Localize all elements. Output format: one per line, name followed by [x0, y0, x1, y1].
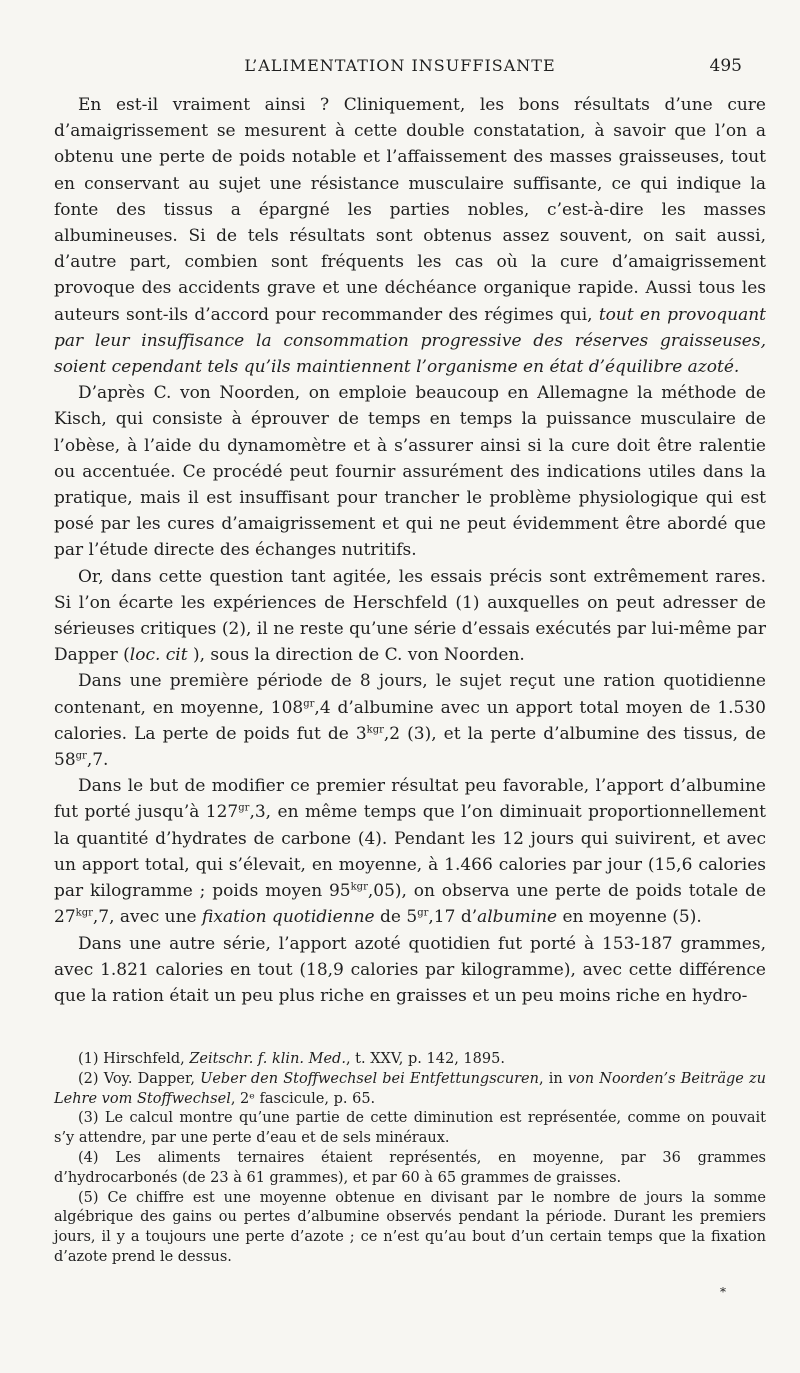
text-run: En est-il vraiment ainsi ? Cliniquement, les bons résultats d’une cure d’amaigrissement se mesurent à cette double constatation, à savoir que l’on a obtenu une perte de poids notable et l’affaissement des masses graisseuses, tout en conservant au sujet une résistance musculaire suffisante, ce qui indique la fonte des tissus a épargné les parties nobles, c’est-à-dire les masses albumineuses. Si de tels résultats sont obtenus assez souvent, on sait aussi, d’autre part, combien sont fréquents les cas où la cure d’amaigrissement provoque des accidents grave et une déchéance organique rapide. Aussi tous les auteurs sont-ils d’accord pour recommander des régimes qui,	[54, 95, 766, 325]
paragraph-3	[54, 564, 766, 669]
paragraph-2: D’après C. von Noorden, on emploie beaucoup en Allemagne la méthode de Kisch, qui consiste à éprouver de temps en temps la puissance musculaire de l’obèse, à l’aide du dynamomètre et à s’assurer ainsi si la cure doit être ralentie ou accentuée. Ce procédé peut fournir assurément des indications utiles dans la pratique, mais il est insuffisant pour trancher le problème physiologique qui est posé par les cures d’amaigrissement et qui ne peut évidemment être abordé que par l’étude directe des échanges nutritifs.	[54, 383, 766, 561]
text-run: ,7, avec une	[92, 907, 203, 928]
page-number: 495	[709, 56, 742, 76]
text-run: ,05), on observa une perte de poids totale de 27	[54, 881, 766, 928]
paragraph-6: Dans une autre série, l’apport azoté quotidien fut porté à 153-187 grammes, avec 1.821 calories en tout (18,9 calories par kilogramme), avec cette différence que la ration était un peu plus riche en graisses et un peu moins riche en hydro-	[54, 933, 766, 1006]
italic-run: Zeitschr. f. klin. Med.	[189, 1051, 346, 1067]
text-run: ,2 (3), et la perte d’albumine des tissus, de 58	[54, 723, 766, 771]
paragraph-5	[54, 773, 766, 930]
text-run: , t. XXV, p. 142, 1895.	[345, 1051, 505, 1067]
footnote-5: (5) Ce chiffre est une moyenne obtenue en divisant par le nombre de jours la somme algébrique des gains ou pertes d’albumine observés pendant la période. Durant les premiers jours, il y a toujours une perte d’azote ; ce n’est qu’au bout d’un certain temps que la fixation d’azote prend le dessus.	[54, 1189, 766, 1265]
italic-run: tout en provoquant par leur insuffisance la consommation progressive des réserves graisseuses, soient cependant tels qu’ils maintiennent l’organisme en état d’équilibre azoté.	[54, 304, 766, 378]
page-header	[0, 56, 800, 80]
text-run: (2) Voy. Dapper,	[78, 1070, 201, 1087]
text-run: (1) Hirschfeld,	[78, 1051, 190, 1067]
text-run: ), sous la direction de C. von Noorden.	[187, 645, 525, 666]
text-run: Dans le but de modifier ce premier résultat peu favorable, l’apport d’albumine fut porté jusqu’à 127	[54, 776, 766, 823]
text-run: Or, dans cette question tant agitée, les essais précis sont extrêmement rares. Si l’on écarte les expériences de Herschfeld (1) auxquelles on peut adresser de sérieuses critiques (2), il ne reste qu’une série d’essais exécutés par lui-même par Dapper (	[54, 566, 766, 666]
text-run: ,17 d’	[428, 907, 478, 928]
unit-superscript: kgr	[350, 881, 368, 893]
footnote-1	[54, 1050, 766, 1070]
italic-run: von Noorden’s Beiträge zu Lehre vom Stoffwechsel	[54, 1070, 767, 1107]
text-run: ,3, en même temps que l’on diminuait proportionnellement la quantité d’hydrates de carbone (4). Pendant les 12 jours qui suivirent, et avec un apport total, qui s’élevait, en moyenne, à 1.466 calories par jour (15,6 calories par kilogramme ; poids moyen 95	[54, 802, 766, 902]
body-text	[54, 92, 766, 1009]
text-run: ,7.	[86, 750, 109, 771]
text-run: de 5	[374, 907, 418, 928]
footnote-4: (4) Les aliments ternaires étaient représentés, en moyenne, par 36 grammes d’hydrocarbonés (de 23 à 61 grammes), et par 60 à 65 grammes de graisses.	[54, 1149, 766, 1186]
footnote-2	[54, 1070, 766, 1110]
paragraph-4	[54, 668, 766, 773]
italic-run: fixation quotidienne	[202, 907, 375, 928]
unit-superscript: gr	[75, 750, 87, 762]
running-title: L’ALIMENTATION INSUFFISANTE	[244, 56, 556, 75]
footnotes	[54, 1050, 766, 1268]
text-run: Dans une première période de 8 jours, le sujet reçut une ration quotidienne contenant, en moyenne, 108	[54, 671, 766, 718]
printer-mark: *	[720, 1285, 726, 1299]
unit-superscript: gr	[238, 802, 250, 814]
text-run: ,4 d’albumine avec un apport total moyen de 1.530 calories. La perte de poids fut de 3	[54, 697, 766, 744]
unit-superscript: gr	[303, 698, 315, 710]
unit-superscript: kgr	[75, 907, 93, 919]
unit-superscript: kgr	[366, 724, 384, 736]
text-run: , 2ᵉ fascicule, p. 65.	[230, 1090, 376, 1107]
paragraph-1	[54, 92, 766, 380]
italic-run: Ueber den Stoffwechsel bei Entfettungscuren	[200, 1070, 539, 1087]
unit-superscript: gr	[417, 907, 429, 919]
footnote-3: (3) Le calcul montre qu’une partie de cette diminution est représentée, comme on pouvait s’y attendre, par une perte d’eau et de sels minéraux.	[54, 1110, 766, 1147]
text-run: en moyenne (5).	[557, 907, 702, 928]
italic-run: loc. cit	[129, 645, 188, 666]
italic-run: albumine	[477, 907, 558, 928]
text-run: , in	[538, 1070, 568, 1087]
